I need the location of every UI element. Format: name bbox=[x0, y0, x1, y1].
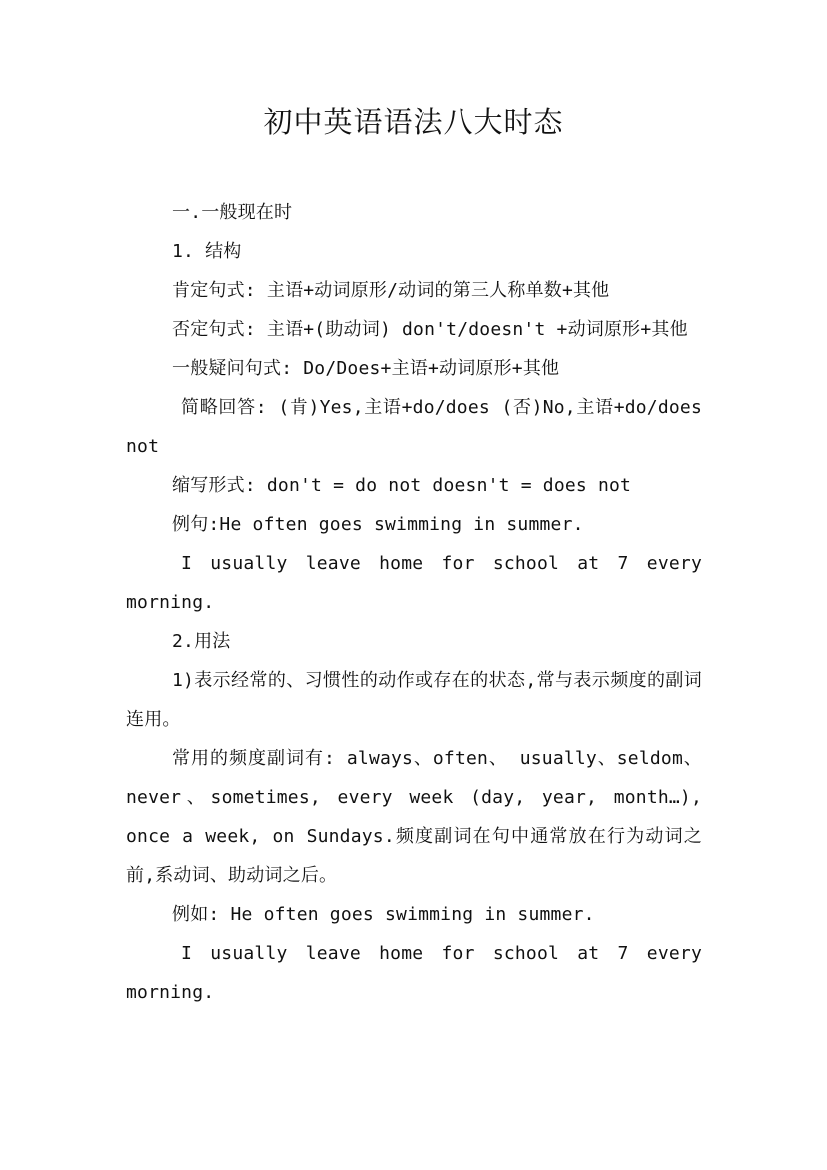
paragraph-example-4: I usually leave home for school at 7 every morning. bbox=[126, 943, 702, 1003]
paragraph-section-heading: 一.一般现在时 bbox=[172, 202, 293, 223]
paragraph-affirmative: 肯定句式: 主语+动词原形/动词的第三人称单数+其他 bbox=[172, 280, 610, 301]
paragraph-short-answer: 简略回答: (肯)Yes,主语+do/does (否)No,主语+do/does not bbox=[126, 397, 702, 457]
paragraph-usage-heading: 2.用法 bbox=[172, 631, 231, 652]
paragraph-example-2: I usually leave home for school at 7 every morning. bbox=[126, 553, 702, 613]
paragraph-example: 例句:He often goes swimming in summer. bbox=[172, 514, 584, 535]
paragraph-frequency-adverbs: 常用的频度副词有: always、often、 usually、seldom、never、sometimes, every week (day, year, month…), once a week, on Sundays.频度副词在句中通常放在行为动词之前,系动词、助动词之后。 bbox=[126, 748, 702, 886]
paragraph-usage-1: 1)表示经常的、习惯性的动作或存在的状态,常与表示频度的副词连用。 bbox=[126, 670, 702, 730]
document-body bbox=[126, 193, 702, 1012]
paragraph-contraction: 缩写形式: don't = do not doesn't = does not bbox=[172, 475, 632, 496]
paragraph-example-3: 例如: He often goes swimming in summer. bbox=[172, 904, 595, 925]
paragraph-negative: 否定句式: 主语+(助动词) don't/doesn't +动词原形+其他 bbox=[172, 319, 688, 340]
document-title: 初中英语语法八大时态 bbox=[263, 105, 564, 139]
paragraph-structure-heading: 1. 结构 bbox=[172, 241, 242, 262]
paragraph-question: 一般疑问句式: Do/Does+主语+动词原形+其他 bbox=[172, 358, 560, 379]
